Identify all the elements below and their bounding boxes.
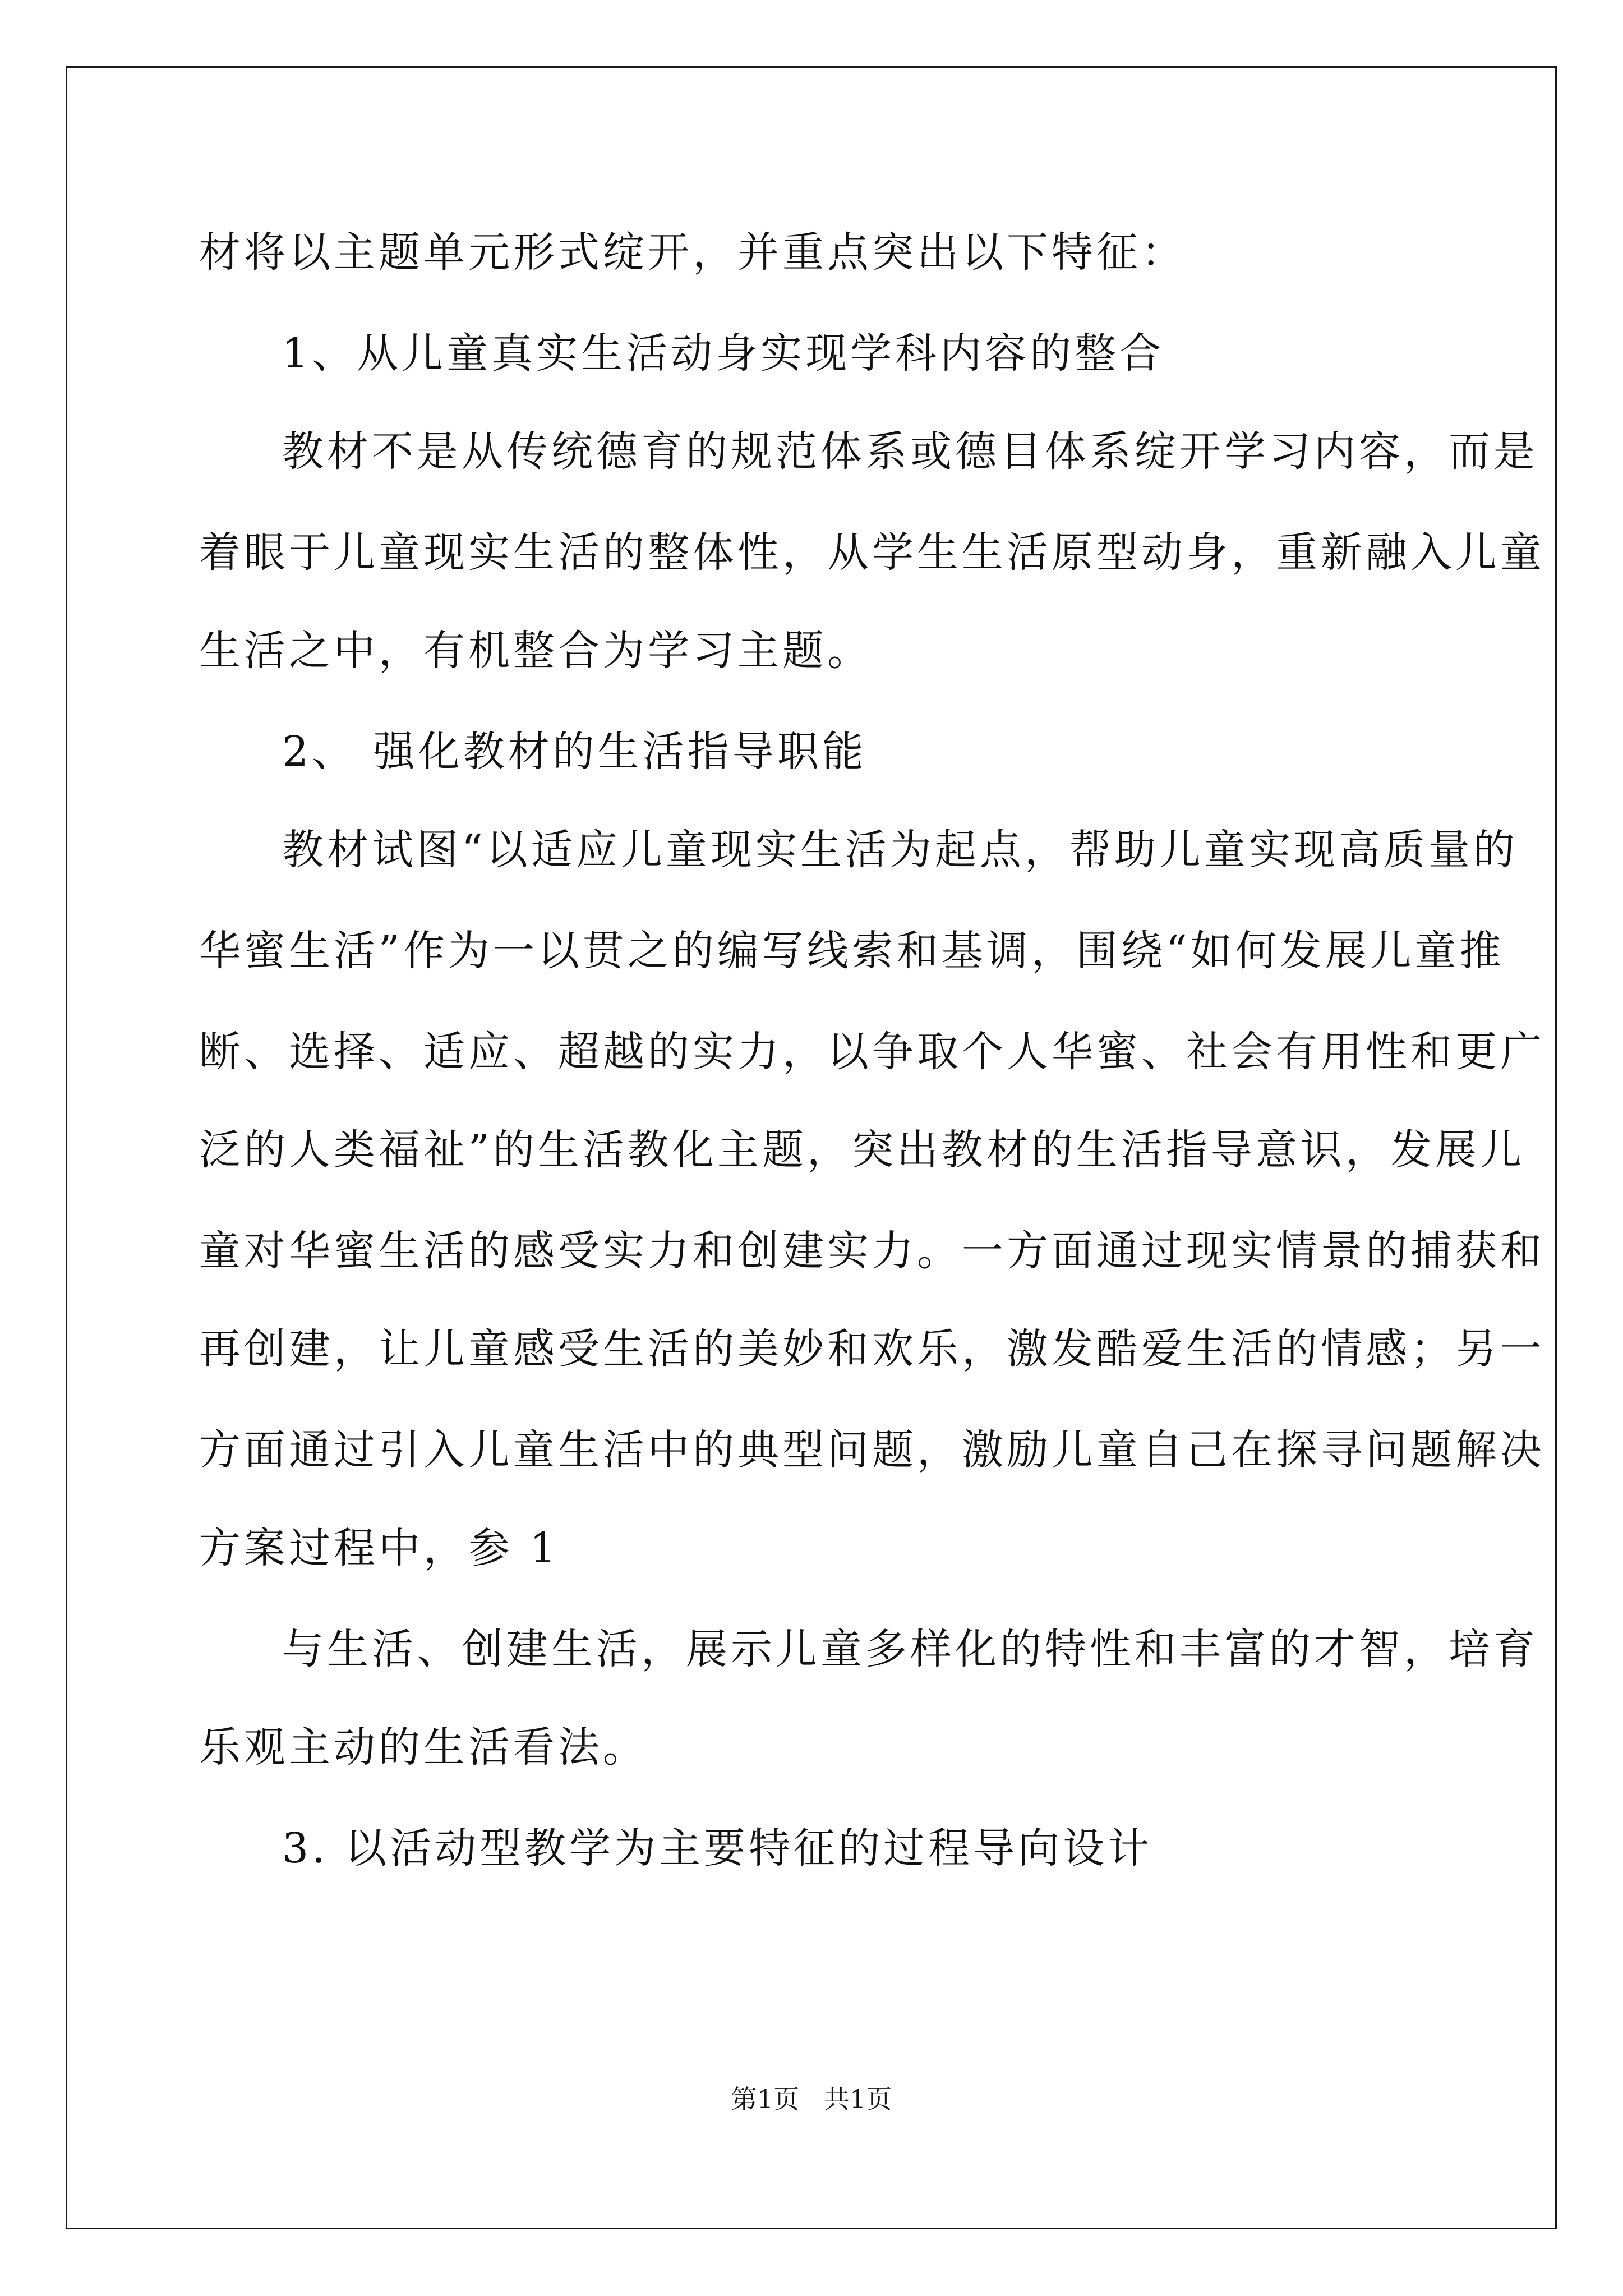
- body-line: 生活之中，有机整合为学习主题。: [199, 627, 872, 675]
- body-line: 再创建，让儿童感受生活的美妙和欢乐，激发酷爱生活的情感；另一: [199, 1325, 1545, 1373]
- section-heading-2: 2、 强化教材的生活指导职能: [282, 728, 867, 776]
- body-line: 乐观主动的生活看法。: [199, 1723, 648, 1772]
- body-line: 材将以主题单元形式绽开，并重点突出以下特征：: [199, 228, 1186, 277]
- body-line: 断、选择、适应、超越的实力，以争取个人华蜜、社会有用性和更广: [199, 1028, 1545, 1076]
- body-line: 泛的人类福祉”的生活教化主题，突出教材的生活指导意识，发展儿: [199, 1126, 1525, 1174]
- body-line: 童对华蜜生活的感受实力和创建实力。一方面通过现实情景的捕获和: [199, 1227, 1545, 1275]
- body-line: 方案过程中，参 1: [199, 1524, 560, 1572]
- body-line: 华蜜生活”作为一以贯之的编写线索和基调，围绕“如何发展儿童推: [199, 927, 1505, 975]
- body-line: 与生活、创建生活，展示儿童多样化的特性和丰富的才智，培育: [282, 1625, 1538, 1673]
- body-line: 方面通过引入儿童生活中的典型问题，激励儿童自己在探寻问题解决: [199, 1426, 1545, 1474]
- section-heading-1: 1、从儿童真实生活动身实现学科内容的整合: [282, 329, 1165, 378]
- section-heading-3: 3. 以活动型教学为主要特征的过程导向设计: [282, 1824, 1153, 1872]
- body-line: 教材试图“以适应儿童现实生活为起点，帮助儿童实现高质量的: [282, 826, 1518, 874]
- body-line: 着眼于儿童现实生活的整体性，从学生生活原型动身，重新融入儿童: [199, 528, 1545, 577]
- page-number-footer: 第1页 共1页: [731, 2084, 892, 2114]
- body-line: 教材不是从传统德育的规范体系或德目体系绽开学习内容，而是: [282, 427, 1538, 476]
